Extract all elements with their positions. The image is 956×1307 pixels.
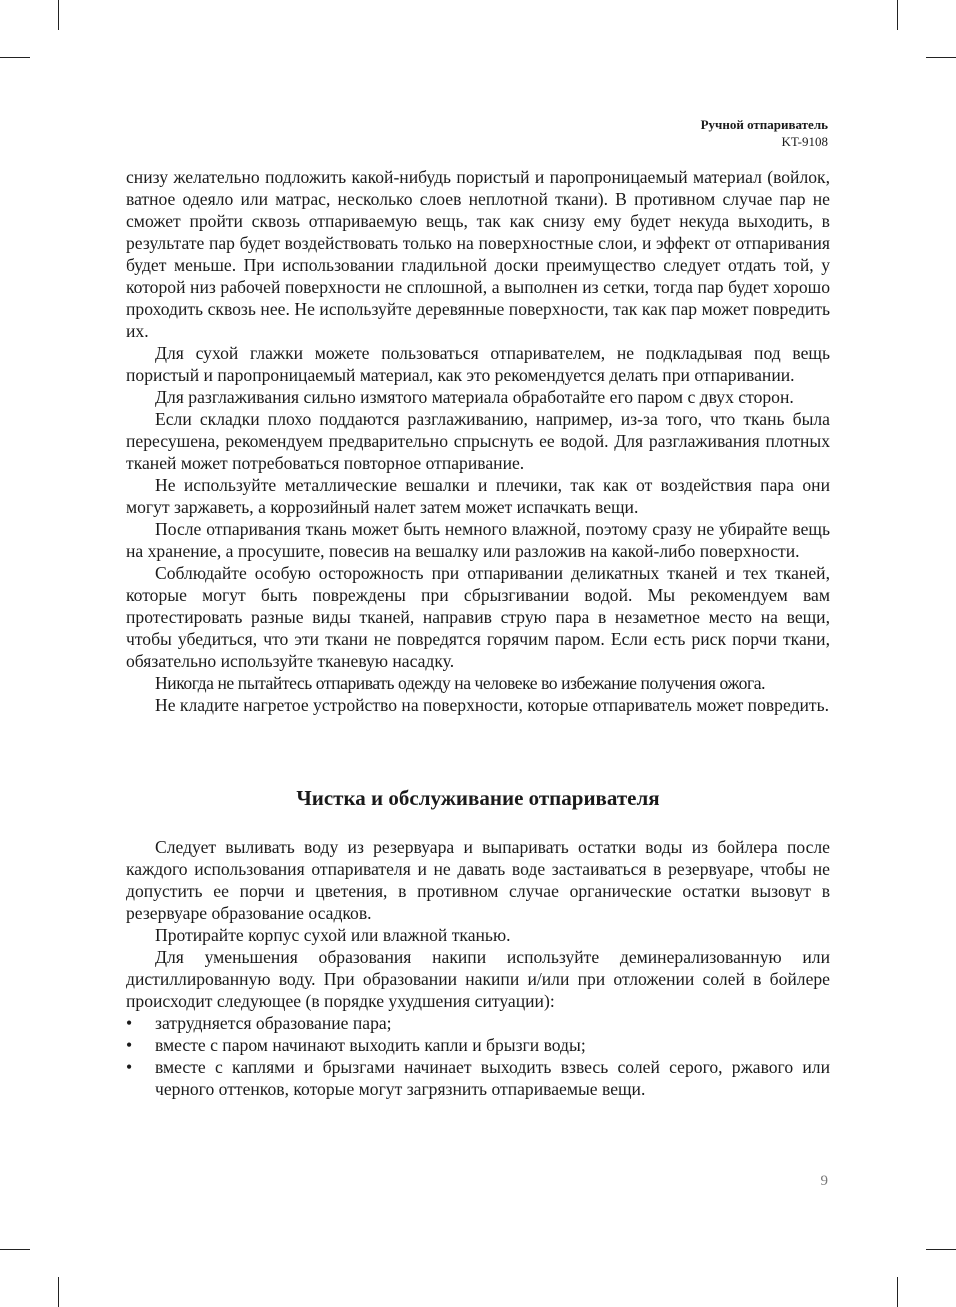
crop-mark-bottom-left-horizontal <box>0 1249 30 1250</box>
section-title: Чистка и обслуживание отпаривателя <box>296 786 660 810</box>
page-number: 9 <box>820 1173 828 1189</box>
crop-mark-top-right-vertical <box>897 0 898 30</box>
paragraph: снизу желательно подложить какой-нибудь пористый и паропроницаемый материал (войлок, ватное одеяло или матрас, несколько слоев неплотной ткани). В противном случае пар не сможет пройти сквозь отпариваемую вещь, так как снизу ему будет некуда выходить, в результате пар будет воздействовать только на поверхностные слои, и эффект от отпаривания будет меньше. При использовании гладильной доски преимущество следует отдать той, у которой низ рабочей поверхности не сплошной, а выполнен из сетки, тогда пар будет хорошо проходить сквозь нее. Не используйте деревянные поверхности, так как пар может повредить их. <box>126 167 830 341</box>
list-item <box>126 1012 830 1034</box>
running-header <box>701 116 828 150</box>
list-item <box>126 1034 830 1056</box>
header-title: Ручной отпариватель <box>700 117 828 132</box>
paragraph: Для уменьшения образования накипи используйте деминерализованную или дистиллированную воду. При образовании накипи и/или при отложении солей в бойлере происходит следующее (в порядке ухудшения ситуации): <box>126 947 830 1011</box>
crop-mark-bottom-left-vertical <box>58 1277 59 1307</box>
paragraph: Для разглаживания сильно измятого материала обработайте его паром с двух сторон. <box>155 387 794 407</box>
bullet-icon: • <box>126 1035 133 1055</box>
crop-mark-top-left-vertical <box>58 0 59 30</box>
paragraph: После отпаривания ткань может быть немного влажной, поэтому сразу не убирайте вещь на хранение, а просушите, повесив на вешалку или разложив на какой-либо поверхности. <box>126 519 830 561</box>
paragraph: Не кладите нагретое устройство на поверхности, которые отпариватель может повредить. <box>155 695 830 715</box>
list-item-text: вместе с паром начинают выходить капли и брызги воды; <box>155 1035 586 1055</box>
crop-mark-bottom-right-horizontal <box>926 1249 956 1250</box>
paragraph: Никогда не пытайтесь отпаривать одежду на человеке во избежание получения ожога. <box>155 673 766 693</box>
crop-mark-bottom-right-vertical <box>897 1277 898 1307</box>
crop-mark-top-left-horizontal <box>0 57 30 58</box>
paragraph: Если складки плохо поддаются разглаживанию, например, из-за того, что ткань была пересушена, рекомендуем предварительно спрыснуть ее водой. Для разглаживания плотных тканей может потребоваться повторное отпаривание. <box>126 409 830 473</box>
bullet-list <box>126 1012 830 1100</box>
paragraph: Соблюдайте особую осторожность при отпаривании деликатных тканей и тех тканей, которые могут быть повреждены при сбрызгивании водой. Мы рекомендуем вам протестировать разные виды тканей, направив струю пара в незаметное место на вещи, чтобы убедиться, что эти ткани не повредятся горячим паром. Если есть риск порчи ткани, обязательно используйте тканевую насадку. <box>126 563 830 671</box>
bullet-icon: • <box>126 1013 133 1033</box>
list-item-text: затрудняется образование пара; <box>155 1013 392 1033</box>
paragraph: Следует выливать воду из резервуара и выпаривать остатки воды из бойлера после каждого использования отпаривателя и не давать воде застаиваться в резервуаре, чтобы не допустить ее порчи и цветения, в противном случае органические остатки вызовут в резервуаре образование осадков. <box>126 837 830 923</box>
crop-mark-top-right-horizontal <box>926 57 956 58</box>
paragraph: Не используйте металлические вешалки и плечики, так как от воздействия пара они могут заржаветь, а коррозийный налет затем может испачкать вещи. <box>126 475 830 517</box>
bullet-icon: • <box>126 1057 133 1077</box>
list-item-text: вместе с каплями и брызгами начинает выходить взвесь солей серого, ржавого или черного оттенков, которые могут загрязнить отпариваемые вещи. <box>155 1057 830 1099</box>
paragraph: Для сухой глажки можете пользоваться отпаривателем, не подкладывая под вещь пористый и паропроницаемый материал, как это рекомендуется делать при отпаривании. <box>126 343 830 385</box>
page-body <box>126 166 830 1100</box>
header-model: KT-9108 <box>781 134 828 149</box>
list-item <box>126 1056 830 1100</box>
paragraph: Протирайте корпус сухой или влажной тканью. <box>155 925 511 945</box>
